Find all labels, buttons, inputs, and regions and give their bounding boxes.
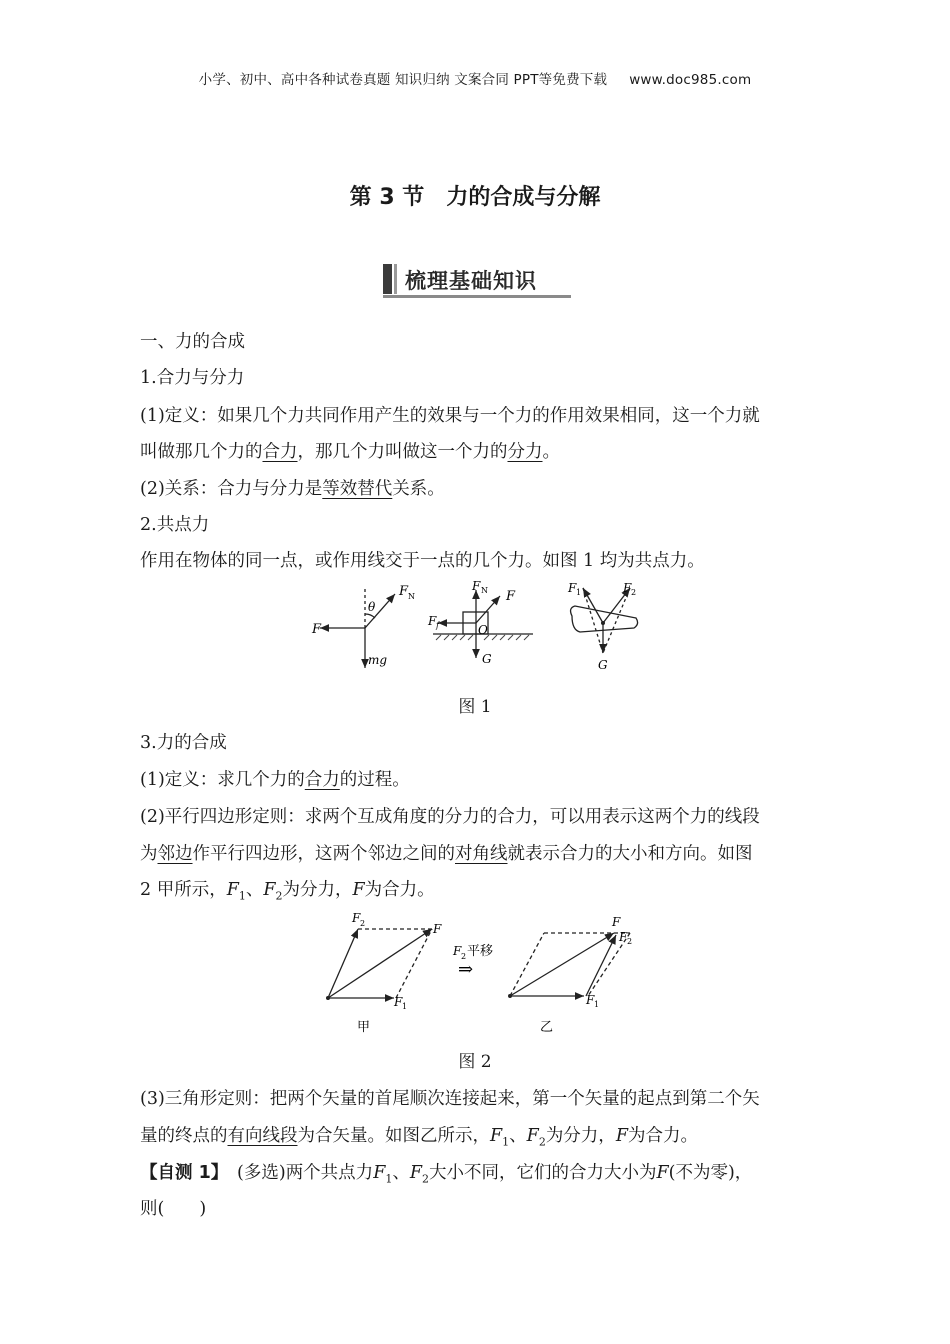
fig2-jia: [328, 929, 432, 998]
section-title: 力的合成与分解: [446, 185, 601, 210]
fig1-label-F: F: [312, 622, 322, 637]
header-url[interactable]: www.doc985.com: [629, 72, 752, 88]
page-title: [0, 180, 950, 211]
svg-text:F: F: [352, 911, 361, 925]
svg-text:F: F: [568, 581, 577, 595]
svg-text:F: F: [433, 922, 442, 936]
svg-text:F: F: [399, 584, 409, 599]
svg-text:平移: 平移: [467, 944, 494, 959]
section-number: 第 3 节: [349, 185, 425, 210]
svg-text:N: N: [408, 592, 415, 601]
svg-text:2: 2: [461, 952, 467, 961]
concurrent-def: 作用在物体的同一点，或作用线交于一点的几个力。如图 1 均为共点力。: [140, 551, 705, 571]
svg-text:2: 2: [360, 919, 366, 928]
heading-1-1: 1.合力与分力: [140, 368, 245, 388]
svg-text:⇒: ⇒: [458, 959, 474, 980]
banner-bar: [383, 264, 392, 294]
fig2-label-jia: 甲: [357, 1020, 371, 1035]
svg-text:O: O: [478, 623, 488, 637]
svg-text:F: F: [453, 944, 462, 958]
parallelogram-line-3: 2 甲所示，$F_1$、$F_2$为分力，F为合力。: [140, 880, 435, 903]
fig1-part-c: [571, 588, 638, 653]
banner-underline: [383, 295, 571, 298]
parallelogram-line-2: 为邻边作平行四边形，这两个邻边之间的对角线就表示合力的大小和方向。如图: [140, 844, 753, 864]
figure-1: [300, 578, 660, 683]
term-component: 分力: [507, 442, 543, 462]
svg-text:G: G: [598, 658, 608, 672]
exercise-line-2: 则( ): [140, 1199, 207, 1219]
page-header: [0, 68, 950, 88]
svg-text:F: F: [586, 993, 595, 1007]
heading-1-3: 3.力的合成: [140, 733, 227, 753]
exercise-label: 【自测 1】: [140, 1163, 220, 1183]
exercise-line-1: 【自测 1】 (多选)两个共点力$F_1$、$F_2$大小不同，它们的合力大小为F(不为零)，: [140, 1163, 753, 1186]
term-adjacent-side: 邻边: [157, 844, 193, 864]
svg-text:F: F: [394, 995, 403, 1009]
heading-1: 一、力的合成: [140, 332, 245, 352]
svg-text:θ: θ: [368, 600, 376, 614]
svg-text:F: F: [619, 930, 628, 944]
header-text: 小学、初中、高中各种试卷真题 知识归纳 文案合同 PPT等免费下载: [198, 72, 608, 88]
term-resultant: 合力: [262, 442, 298, 462]
parallelogram-line-1: (2)平行四边形定则：求两个互成角度的分力的合力，可以用表示这两个力的线段: [140, 807, 760, 827]
definition-line-1: (1)定义：如果几个力共同作用产生的效果与一个力的作用效果相同，这一个力就: [140, 406, 760, 426]
svg-text:2: 2: [631, 588, 637, 597]
banner-text: 梳理基础知识: [405, 269, 537, 293]
exercise-tag: (多选): [237, 1163, 286, 1183]
term-resultant-2: 合力: [304, 770, 340, 790]
svg-text:F: F: [623, 581, 632, 595]
term-diagonal: 对角线: [455, 844, 508, 864]
composition-def: (1)定义：求几个力的合力的过程。: [140, 770, 410, 790]
svg-text:2: 2: [627, 937, 633, 946]
svg-text:mg: mg: [368, 653, 388, 667]
term-directed-segment: 有向线段: [227, 1126, 298, 1146]
svg-text:F: F: [428, 614, 437, 628]
term-equivalent: 等效替代: [322, 479, 393, 499]
triangle-line-1: (3)三角形定则：把两个矢量的首尾顺次连接起来，第一个矢量的起点到第二个矢: [140, 1089, 760, 1109]
svg-text:1: 1: [576, 588, 582, 597]
svg-text:1: 1: [402, 1002, 408, 1011]
relation-line: (2)关系：合力与分力是等效替代关系。: [140, 479, 445, 499]
svg-text:f: f: [436, 621, 439, 630]
svg-text:G: G: [482, 652, 492, 666]
svg-text:N: N: [481, 586, 488, 595]
figure-2-caption: 图 2: [458, 1052, 492, 1072]
figure-2: [310, 905, 650, 1040]
figure-1-caption: 图 1: [458, 697, 492, 717]
svg-text:F: F: [612, 915, 621, 929]
svg-text:1: 1: [594, 1000, 600, 1009]
banner-bar-light: [394, 264, 397, 294]
svg-text:F: F: [472, 579, 481, 593]
triangle-line-2: 量的终点的有向线段为合矢量。如图乙所示，$F_1$、$F_2$为分力，F为合力。: [140, 1126, 698, 1149]
fig2-label-yi: 乙: [540, 1020, 554, 1035]
definition-line-2: 叫做那几个力的合力，那几个力叫做这一个力的分力。: [140, 442, 560, 462]
section-banner: [383, 262, 573, 298]
fig2-yi: [510, 933, 633, 996]
svg-text:F: F: [506, 589, 516, 604]
heading-1-2: 2.共点力: [140, 515, 210, 535]
